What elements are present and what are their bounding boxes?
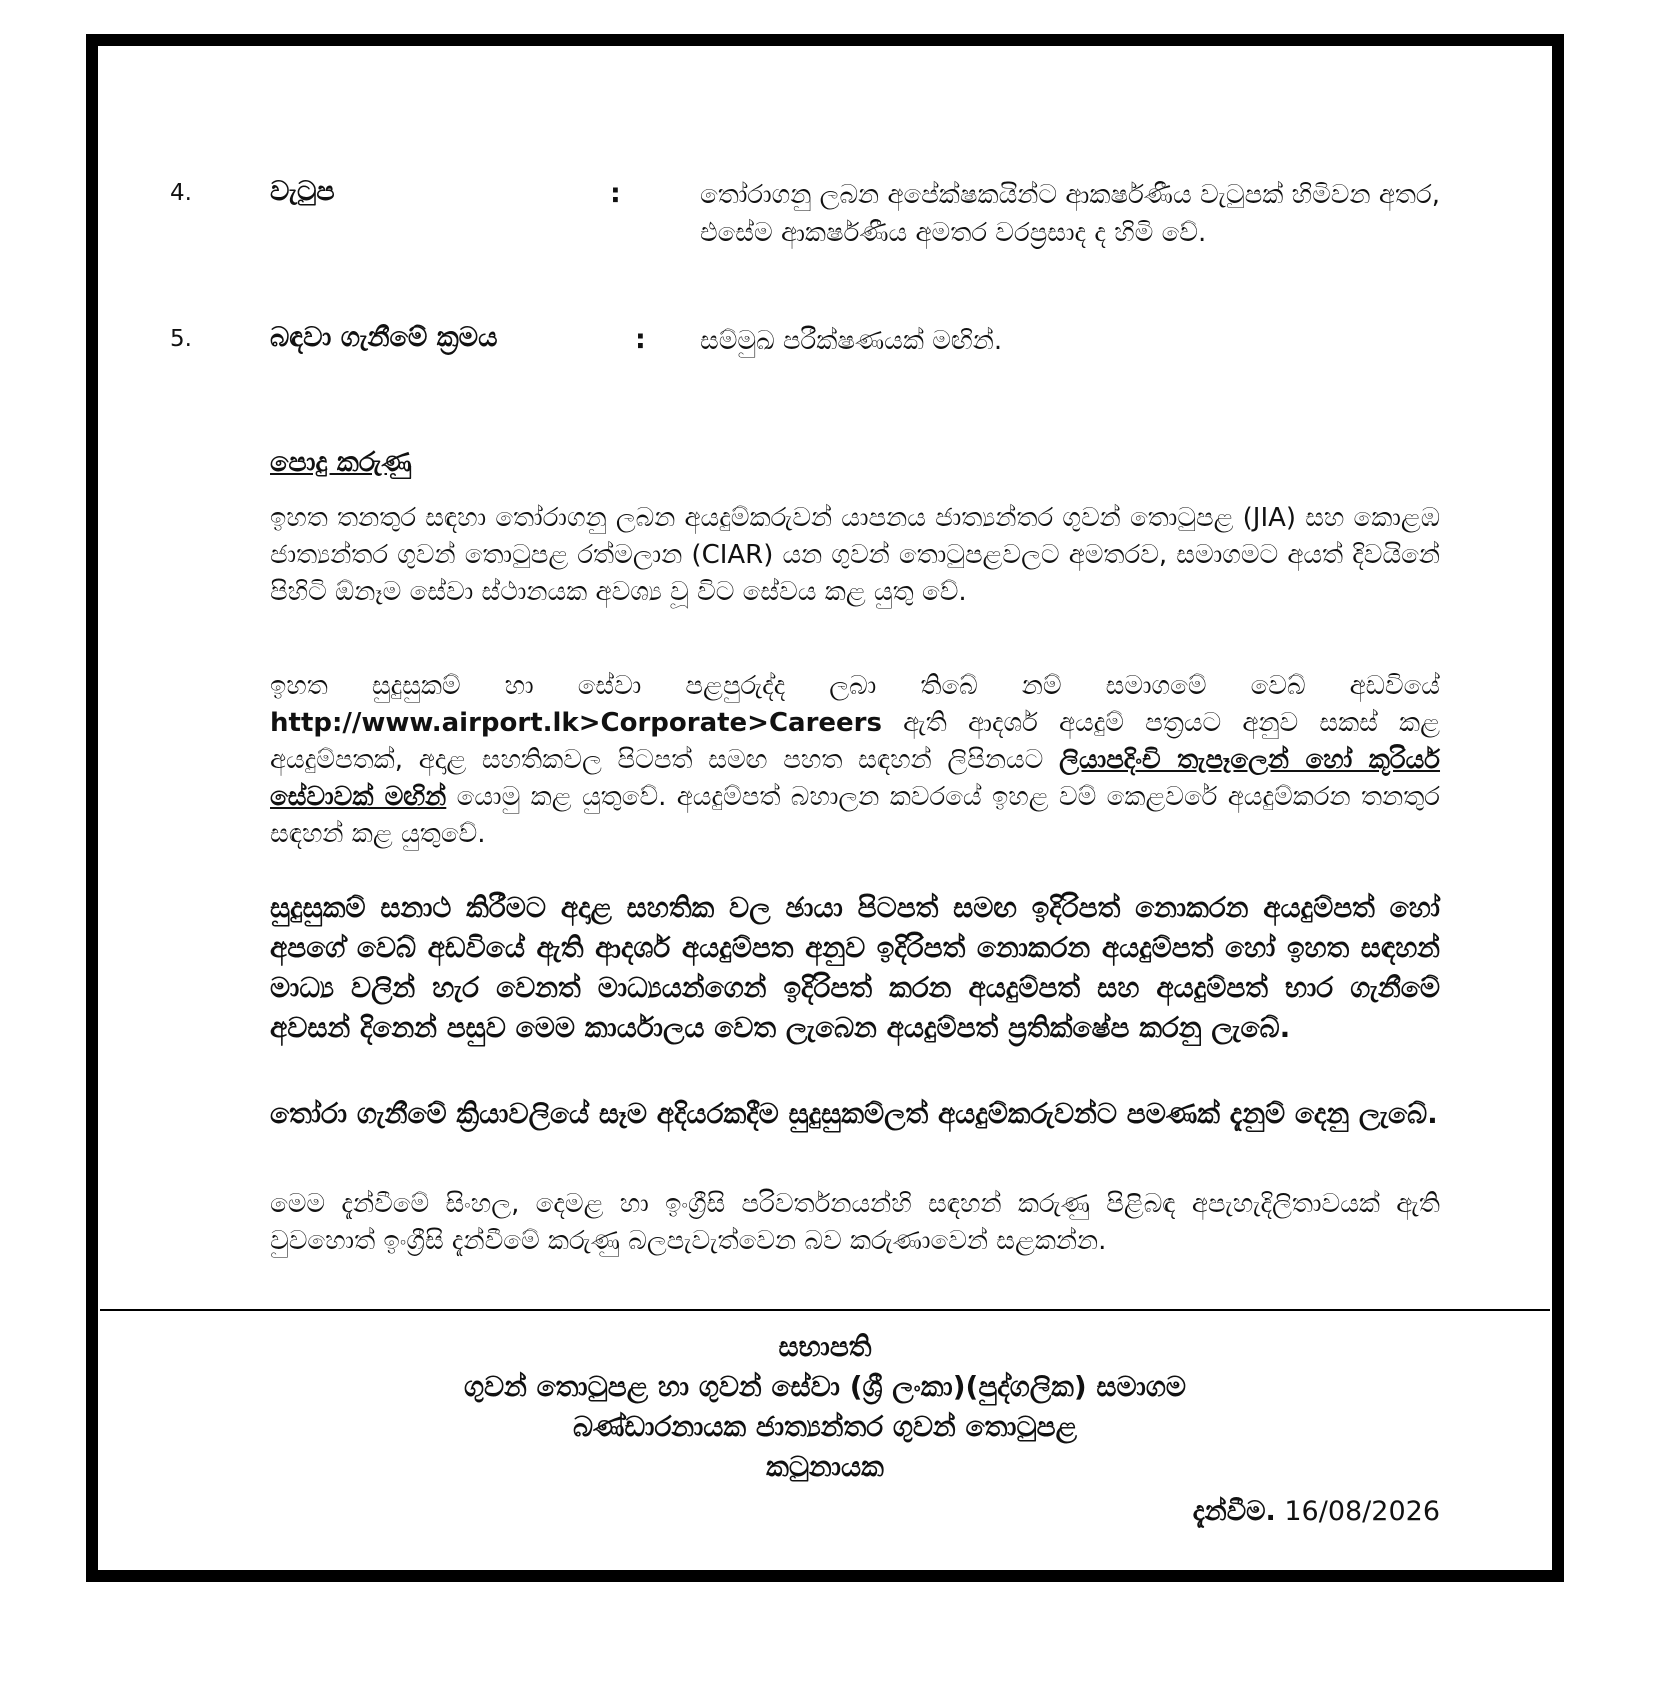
careers-url: http://www.airport.lk>Corporate>Careers: [270, 708, 882, 738]
notice-label: දැන්වීම.: [1192, 1496, 1276, 1527]
item-description-salary: තෝරාගනු ලබන අපේක්ෂකයින්ට ආකර්ෂණීය වැටුපක් හිමිවන අතර, එසේම ආකර්ෂණීය අමතර වරප්‍රසාද ද හිමි වේ.: [700, 180, 1440, 248]
para-text: යොමු කළ යුතුවේ. අයදුම්පත් බහාලන කවරයේ ඉහළ වම් කෙළවරේ අයදුම්කරන තනතුර සඳහන් කළ යුතුවේ.: [270, 782, 1441, 849]
item-number: 4.: [170, 180, 192, 206]
signature-airport: බණ්ඩාරනායක ජාත්‍යන්තර ගුවන් තොටුපළ: [573, 1410, 1077, 1443]
item-label-salary: වැටුප: [270, 176, 335, 207]
signature-company: ගුවන් තොටුපළ හා ගුවන් සේවා (ශ්‍රී ලංකා)(පුද්ගලික) සමාගම: [463, 1370, 1187, 1403]
general-para-language-disclaimer: මෙම දැන්වීමේ සිංහල, දෙමළ හා ඉංග්‍රීසි පරිවර්තනයන්හි සඳහන් කරුණු පිළිබඳ අපැහැදිලිතාවයක් ඇති වුවහොත් ඉංග්‍රීසි දැන්වීමේ කරුණු බලපැවැත්වෙන බව කරුණාවෙන් සළකන්න.: [270, 1189, 1440, 1256]
para-text: ඇති ආදර්ශ අයදුම් පත්‍රයට අනුව සකස් කළ අයදුම්පතක්, අදාළ සහතිකවල පිටපත් සමඟ පහත සඳහන් ලිපිනයට: [270, 708, 1440, 775]
submission-method: ලියාපදිංචි තැපෑලෙන් හෝ කූරියර් සේවාවක් මඟින්: [270, 745, 1441, 812]
item-description-recruitment-method: සම්මුඛ පරීක්ෂණයක් මඟින්.: [700, 326, 1003, 356]
notice-date: 16/08/2026: [1284, 1496, 1440, 1527]
general-para-application-instructions: [270, 668, 1440, 853]
item-number: 5.: [170, 326, 192, 352]
footer-divider: [100, 1309, 1550, 1311]
item-colon: :: [610, 178, 621, 209]
signature-location: කටුනායක: [766, 1450, 884, 1483]
general-para-work-locations: ඉහත තනතුර සඳහා තෝරාගනු ලබන අයදුම්කරුවන් යාපනය ජාත්‍යන්තර ගුවන් තොටුපළ (JIA) සහ කොළඹ ජාත්‍යන්තර ගුවන් තොටුපළ රත්මලාන (CIAR) යන ගුවන් තොටුපළවලට අමතරව, සමාගමට අයත් දිවයිනේ පිහිටි ඕනෑම සේවා ස්ථානයක අවශ්‍ය වූ විට සේවය කළ යුතු වේ.: [270, 503, 1440, 607]
general-notes-heading: පොදු කරුණු: [270, 447, 412, 478]
general-para-shortlist-notice: තෝරා ගැනීමේ ක්‍රියාවලියේ සෑම අදියරකදීම සුදුසුකම්ලත් අයදුම්කරුවන්ට පමණක් දැනුම් දෙනු ලැබේ.: [270, 1097, 1438, 1130]
notice-date-line: [1193, 1496, 1440, 1528]
general-para-rejection-conditions: සුදුසුකම් සනාථ කිරීමට අදාළ සහතික වල ඡායා පිටපත් සමඟ ඉදිරිපත් නොකරන අයදුම්පත් හෝ අපගේ වෙබ් අඩවියේ ඇති ආදර්ශ අයදුම්පත අනුව ඉදිරිපත් නොකරන අයදුම්පත් හෝ ඉහත සඳහන් මාධ්‍ය වලින් හැර වෙනත් මාධ්‍යයන්ගෙන් ඉදිරිපත් කරන අයදුම්පත් සහ අයදුම්පත් භාර ගැනීමේ අවසන් දිනෙන් පසුව මෙම කාර්යාලය වෙත ලැබෙන අයදුම්පත් ප්‍රතික්ෂේප කරනු ලැබේ.: [270, 891, 1440, 1044]
para-text: ඉහත සුදුසුකම් හා සේවා පළපුරුද්ද ලබා තිබේ නම් සමාගමේ වෙබ් අඩවියේ: [270, 671, 1440, 701]
item-colon: :: [635, 324, 646, 355]
signature-title: සභාපති: [778, 1330, 872, 1363]
item-label-recruitment-method: බඳවා ගැනීමේ ක්‍රමය: [270, 322, 498, 353]
